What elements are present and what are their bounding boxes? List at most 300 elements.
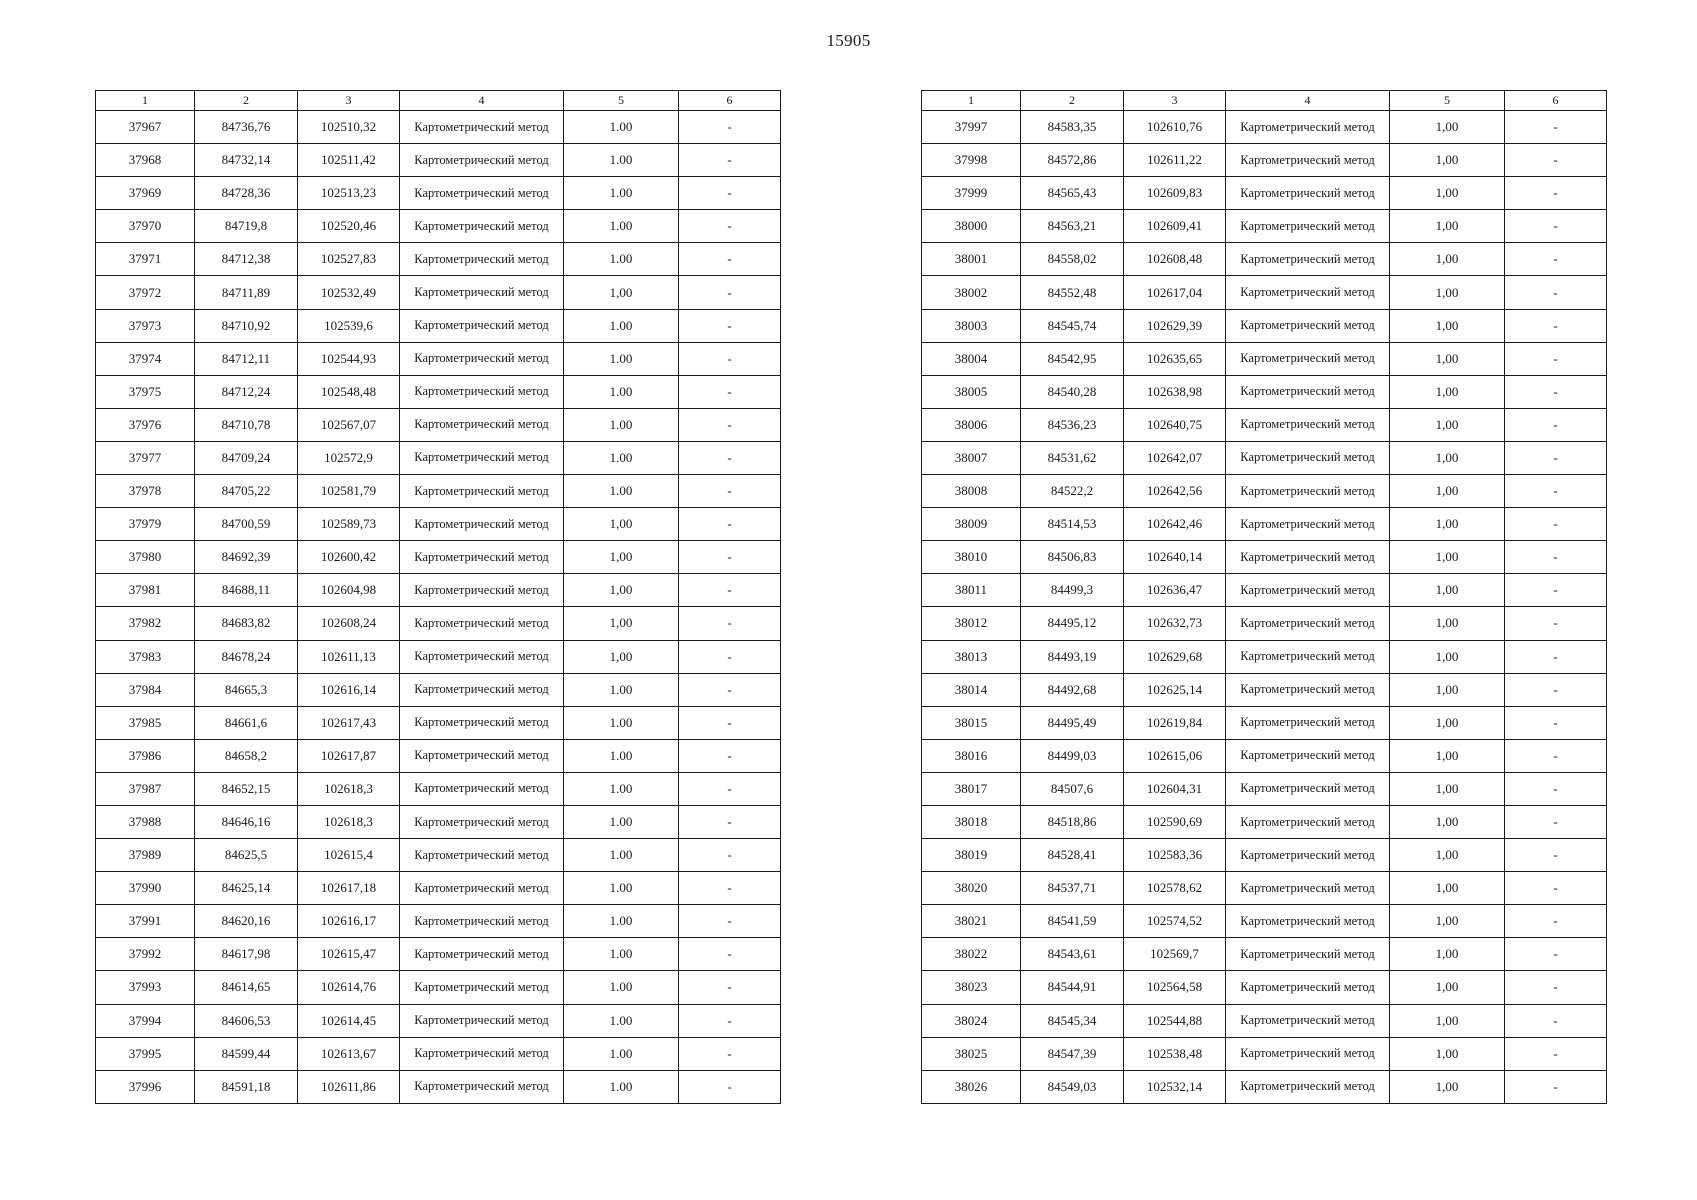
y-coordinate-cell: 102615,47 [298, 938, 400, 971]
point-number-cell: 38022 [922, 938, 1021, 971]
table-row [96, 839, 781, 872]
point-number-cell: 37976 [96, 408, 195, 441]
accuracy-cell: 1,00 [1390, 772, 1505, 805]
y-coordinate-cell: 102619,84 [1124, 706, 1226, 739]
description-cell: - [1505, 144, 1607, 177]
method-cell: Картометрический метод [1226, 177, 1390, 210]
method-cell: Картометрический метод [400, 772, 564, 805]
table-row [96, 475, 781, 508]
description-cell: - [679, 640, 781, 673]
point-number-cell: 38021 [922, 905, 1021, 938]
point-number-cell: 38000 [922, 210, 1021, 243]
table-header-row [922, 91, 1607, 111]
x-coordinate-cell: 84565,43 [1021, 177, 1124, 210]
table-row [922, 607, 1607, 640]
column-header: 4 [1226, 91, 1390, 111]
table-row [922, 408, 1607, 441]
accuracy-cell: 1,00 [1390, 574, 1505, 607]
point-number-cell: 38015 [922, 706, 1021, 739]
y-coordinate-cell: 102614,76 [298, 971, 400, 1004]
accuracy-cell: 1.00 [564, 408, 679, 441]
x-coordinate-cell: 84514,53 [1021, 508, 1124, 541]
x-coordinate-cell: 84692,39 [195, 541, 298, 574]
y-coordinate-cell: 102615,06 [1124, 739, 1226, 772]
x-coordinate-cell: 84522,2 [1021, 475, 1124, 508]
y-coordinate-cell: 102616,17 [298, 905, 400, 938]
accuracy-cell: 1,00 [564, 508, 679, 541]
accuracy-cell: 1,00 [1390, 210, 1505, 243]
table-row [922, 1004, 1607, 1037]
method-cell: Картометрический метод [400, 177, 564, 210]
method-cell: Картометрический метод [400, 111, 564, 144]
x-coordinate-cell: 84617,98 [195, 938, 298, 971]
y-coordinate-cell: 102635,65 [1124, 342, 1226, 375]
x-coordinate-cell: 84688,11 [195, 574, 298, 607]
point-number-cell: 38009 [922, 508, 1021, 541]
x-coordinate-cell: 84614,65 [195, 971, 298, 1004]
description-cell: - [679, 839, 781, 872]
method-cell: Картометрический метод [400, 938, 564, 971]
method-cell: Картометрический метод [400, 475, 564, 508]
table-row [96, 111, 781, 144]
y-coordinate-cell: 102629,39 [1124, 309, 1226, 342]
column-header: 2 [1021, 91, 1124, 111]
table-row [96, 772, 781, 805]
y-coordinate-cell: 102608,48 [1124, 243, 1226, 276]
y-coordinate-cell: 102618,3 [298, 805, 400, 838]
y-coordinate-cell: 102544,93 [298, 342, 400, 375]
accuracy-cell: 1.00 [564, 144, 679, 177]
point-number-cell: 37984 [96, 673, 195, 706]
point-number-cell: 37973 [96, 309, 195, 342]
method-cell: Картометрический метод [400, 971, 564, 1004]
description-cell: - [679, 243, 781, 276]
x-coordinate-cell: 84518,86 [1021, 805, 1124, 838]
point-number-cell: 38023 [922, 971, 1021, 1004]
x-coordinate-cell: 84572,86 [1021, 144, 1124, 177]
description-cell: - [679, 144, 781, 177]
method-cell: Картометрический метод [400, 508, 564, 541]
x-coordinate-cell: 84541,59 [1021, 905, 1124, 938]
x-coordinate-cell: 84543,61 [1021, 938, 1124, 971]
column-header: 5 [1390, 91, 1505, 111]
y-coordinate-cell: 102608,24 [298, 607, 400, 640]
accuracy-cell: 1.00 [564, 177, 679, 210]
point-number-cell: 37988 [96, 805, 195, 838]
method-cell: Картометрический метод [1226, 508, 1390, 541]
column-header: 5 [564, 91, 679, 111]
accuracy-cell: 1.00 [564, 1004, 679, 1037]
table-row [96, 508, 781, 541]
y-coordinate-cell: 102590,69 [1124, 805, 1226, 838]
point-number-cell: 38010 [922, 541, 1021, 574]
accuracy-cell: 1,00 [564, 541, 679, 574]
point-number-cell: 38018 [922, 805, 1021, 838]
accuracy-cell: 1.00 [564, 441, 679, 474]
method-cell: Картометрический метод [1226, 375, 1390, 408]
x-coordinate-cell: 84558,02 [1021, 243, 1124, 276]
accuracy-cell: 1,00 [1390, 739, 1505, 772]
x-coordinate-cell: 84712,11 [195, 342, 298, 375]
coordinates-table-left [95, 90, 781, 1104]
table-row [922, 111, 1607, 144]
y-coordinate-cell: 102581,79 [298, 475, 400, 508]
table-row [922, 574, 1607, 607]
accuracy-cell: 1.00 [564, 243, 679, 276]
method-cell: Картометрический метод [1226, 408, 1390, 441]
point-number-cell: 38011 [922, 574, 1021, 607]
y-coordinate-cell: 102611,86 [298, 1070, 400, 1103]
table-row [922, 177, 1607, 210]
table-row [922, 475, 1607, 508]
table-row [96, 607, 781, 640]
y-coordinate-cell: 102632,73 [1124, 607, 1226, 640]
x-coordinate-cell: 84710,92 [195, 309, 298, 342]
table-row [922, 1037, 1607, 1070]
table-row [96, 905, 781, 938]
table-row [922, 210, 1607, 243]
method-cell: Картометрический метод [400, 673, 564, 706]
y-coordinate-cell: 102617,43 [298, 706, 400, 739]
point-number-cell: 38001 [922, 243, 1021, 276]
accuracy-cell: 1,00 [1390, 342, 1505, 375]
y-coordinate-cell: 102532,49 [298, 276, 400, 309]
description-cell: - [679, 673, 781, 706]
y-coordinate-cell: 102642,56 [1124, 475, 1226, 508]
description-cell: - [679, 508, 781, 541]
point-number-cell: 38019 [922, 839, 1021, 872]
method-cell: Картометрический метод [400, 905, 564, 938]
x-coordinate-cell: 84709,24 [195, 441, 298, 474]
method-cell: Картометрический метод [400, 839, 564, 872]
method-cell: Картометрический метод [1226, 1004, 1390, 1037]
y-coordinate-cell: 102615,4 [298, 839, 400, 872]
description-cell: - [679, 607, 781, 640]
accuracy-cell: 1.00 [564, 805, 679, 838]
accuracy-cell: 1.00 [564, 309, 679, 342]
accuracy-cell: 1,00 [1390, 475, 1505, 508]
description-cell: - [1505, 475, 1607, 508]
y-coordinate-cell: 102513,23 [298, 177, 400, 210]
x-coordinate-cell: 84646,16 [195, 805, 298, 838]
accuracy-cell: 1,00 [1390, 673, 1505, 706]
description-cell: - [679, 1070, 781, 1103]
accuracy-cell: 1,00 [1390, 375, 1505, 408]
description-cell: - [1505, 1070, 1607, 1103]
point-number-cell: 38020 [922, 872, 1021, 905]
accuracy-cell: 1,00 [1390, 607, 1505, 640]
point-number-cell: 37997 [922, 111, 1021, 144]
table-row [922, 640, 1607, 673]
description-cell: - [679, 475, 781, 508]
description-cell: - [679, 441, 781, 474]
table-row [922, 441, 1607, 474]
point-number-cell: 37987 [96, 772, 195, 805]
point-number-cell: 38003 [922, 309, 1021, 342]
x-coordinate-cell: 84542,95 [1021, 342, 1124, 375]
accuracy-cell: 1.00 [564, 938, 679, 971]
table-row [96, 1037, 781, 1070]
accuracy-cell: 1.00 [564, 475, 679, 508]
y-coordinate-cell: 102617,04 [1124, 276, 1226, 309]
column-header: 3 [1124, 91, 1226, 111]
description-cell: - [679, 706, 781, 739]
point-number-cell: 37999 [922, 177, 1021, 210]
coordinates-table-right [921, 90, 1607, 1104]
accuracy-cell: 1.00 [564, 342, 679, 375]
x-coordinate-cell: 84625,5 [195, 839, 298, 872]
x-coordinate-cell: 84531,62 [1021, 441, 1124, 474]
method-cell: Картометрический метод [1226, 144, 1390, 177]
point-number-cell: 38004 [922, 342, 1021, 375]
accuracy-cell: 1,00 [1390, 508, 1505, 541]
x-coordinate-cell: 84499,03 [1021, 739, 1124, 772]
accuracy-cell: 1,00 [1390, 938, 1505, 971]
method-cell: Картометрический метод [1226, 243, 1390, 276]
table-row [922, 971, 1607, 1004]
description-cell: - [679, 1037, 781, 1070]
table-row [922, 375, 1607, 408]
point-number-cell: 38016 [922, 739, 1021, 772]
method-cell: Картометрический метод [400, 276, 564, 309]
table-row [922, 739, 1607, 772]
table-row [96, 574, 781, 607]
point-number-cell: 38008 [922, 475, 1021, 508]
table-row [96, 1070, 781, 1103]
y-coordinate-cell: 102609,41 [1124, 210, 1226, 243]
y-coordinate-cell: 102614,45 [298, 1004, 400, 1037]
description-cell: - [1505, 772, 1607, 805]
column-header: 3 [298, 91, 400, 111]
point-number-cell: 37994 [96, 1004, 195, 1037]
x-coordinate-cell: 84591,18 [195, 1070, 298, 1103]
accuracy-cell: 1,00 [1390, 309, 1505, 342]
point-number-cell: 37978 [96, 475, 195, 508]
description-cell: - [1505, 441, 1607, 474]
method-cell: Картометрический метод [400, 872, 564, 905]
x-coordinate-cell: 84507,6 [1021, 772, 1124, 805]
description-cell: - [679, 971, 781, 1004]
method-cell: Картометрический метод [1226, 342, 1390, 375]
table-row [96, 938, 781, 971]
table-row [96, 144, 781, 177]
table-row [96, 541, 781, 574]
accuracy-cell: 1.00 [564, 971, 679, 1004]
y-coordinate-cell: 102564,58 [1124, 971, 1226, 1004]
y-coordinate-cell: 102642,46 [1124, 508, 1226, 541]
method-cell: Картометрический метод [400, 375, 564, 408]
y-coordinate-cell: 102618,3 [298, 772, 400, 805]
column-header: 6 [1505, 91, 1607, 111]
point-number-cell: 37979 [96, 508, 195, 541]
point-number-cell: 38025 [922, 1037, 1021, 1070]
description-cell: - [1505, 177, 1607, 210]
method-cell: Картометрический метод [1226, 673, 1390, 706]
point-number-cell: 38026 [922, 1070, 1021, 1103]
method-cell: Картометрический метод [400, 144, 564, 177]
table-row [922, 905, 1607, 938]
y-coordinate-cell: 102617,87 [298, 739, 400, 772]
method-cell: Картометрический метод [1226, 111, 1390, 144]
method-cell: Картометрический метод [1226, 574, 1390, 607]
table-row [96, 805, 781, 838]
y-coordinate-cell: 102617,18 [298, 872, 400, 905]
description-cell: - [1505, 607, 1607, 640]
table-row [922, 772, 1607, 805]
accuracy-cell: 1,00 [564, 640, 679, 673]
description-cell: - [679, 739, 781, 772]
x-coordinate-cell: 84625,14 [195, 872, 298, 905]
y-coordinate-cell: 102527,83 [298, 243, 400, 276]
method-cell: Картометрический метод [400, 805, 564, 838]
x-coordinate-cell: 84700,59 [195, 508, 298, 541]
point-number-cell: 37983 [96, 640, 195, 673]
description-cell: - [679, 408, 781, 441]
table-row [922, 144, 1607, 177]
point-number-cell: 37968 [96, 144, 195, 177]
accuracy-cell: 1,00 [1390, 1004, 1505, 1037]
x-coordinate-cell: 84711,89 [195, 276, 298, 309]
table-row [922, 839, 1607, 872]
method-cell: Картометрический метод [1226, 938, 1390, 971]
point-number-cell: 37975 [96, 375, 195, 408]
table-row [922, 673, 1607, 706]
y-coordinate-cell: 102544,88 [1124, 1004, 1226, 1037]
point-number-cell: 37990 [96, 872, 195, 905]
description-cell: - [679, 872, 781, 905]
accuracy-cell: 1.00 [564, 1070, 679, 1103]
point-number-cell: 37982 [96, 607, 195, 640]
point-number-cell: 38017 [922, 772, 1021, 805]
y-coordinate-cell: 102574,52 [1124, 905, 1226, 938]
description-cell: - [1505, 1037, 1607, 1070]
y-coordinate-cell: 102532,14 [1124, 1070, 1226, 1103]
y-coordinate-cell: 102636,47 [1124, 574, 1226, 607]
x-coordinate-cell: 84658,2 [195, 739, 298, 772]
y-coordinate-cell: 102625,14 [1124, 673, 1226, 706]
accuracy-cell: 1.00 [564, 905, 679, 938]
y-coordinate-cell: 102567,07 [298, 408, 400, 441]
x-coordinate-cell: 84552,48 [1021, 276, 1124, 309]
column-header: 2 [195, 91, 298, 111]
description-cell: - [679, 342, 781, 375]
point-number-cell: 38012 [922, 607, 1021, 640]
description-cell: - [679, 938, 781, 971]
point-number-cell: 37971 [96, 243, 195, 276]
method-cell: Картометрический метод [400, 574, 564, 607]
x-coordinate-cell: 84499,3 [1021, 574, 1124, 607]
description-cell: - [1505, 210, 1607, 243]
x-coordinate-cell: 84712,24 [195, 375, 298, 408]
x-coordinate-cell: 84549,03 [1021, 1070, 1124, 1103]
x-coordinate-cell: 84665,3 [195, 673, 298, 706]
table-row [96, 971, 781, 1004]
y-coordinate-cell: 102604,98 [298, 574, 400, 607]
accuracy-cell: 1,00 [564, 607, 679, 640]
description-cell: - [679, 905, 781, 938]
table-row [96, 1004, 781, 1037]
accuracy-cell: 1.00 [564, 210, 679, 243]
method-cell: Картометрический метод [1226, 805, 1390, 838]
accuracy-cell: 1.00 [564, 772, 679, 805]
point-number-cell: 38014 [922, 673, 1021, 706]
point-number-cell: 38006 [922, 408, 1021, 441]
x-coordinate-cell: 84661,6 [195, 706, 298, 739]
y-coordinate-cell: 102616,14 [298, 673, 400, 706]
description-cell: - [1505, 1004, 1607, 1037]
description-cell: - [1505, 971, 1607, 1004]
point-number-cell: 37992 [96, 938, 195, 971]
table-row [922, 938, 1607, 971]
point-number-cell: 38024 [922, 1004, 1021, 1037]
table-row [922, 309, 1607, 342]
y-coordinate-cell: 102600,42 [298, 541, 400, 574]
accuracy-cell: 1,00 [1390, 177, 1505, 210]
y-coordinate-cell: 102613,67 [298, 1037, 400, 1070]
description-cell: - [679, 574, 781, 607]
x-coordinate-cell: 84493,19 [1021, 640, 1124, 673]
y-coordinate-cell: 102611,13 [298, 640, 400, 673]
description-cell: - [1505, 375, 1607, 408]
x-coordinate-cell: 84545,74 [1021, 309, 1124, 342]
method-cell: Картометрический метод [1226, 739, 1390, 772]
x-coordinate-cell: 84652,15 [195, 772, 298, 805]
table-row [96, 243, 781, 276]
accuracy-cell: 1.00 [564, 673, 679, 706]
y-coordinate-cell: 102569,7 [1124, 938, 1226, 971]
description-cell: - [1505, 673, 1607, 706]
point-number-cell: 37969 [96, 177, 195, 210]
description-cell: - [1505, 541, 1607, 574]
y-coordinate-cell: 102640,14 [1124, 541, 1226, 574]
accuracy-cell: 1,00 [1390, 1037, 1505, 1070]
y-coordinate-cell: 102589,73 [298, 508, 400, 541]
point-number-cell: 37977 [96, 441, 195, 474]
method-cell: Картометрический метод [400, 739, 564, 772]
point-number-cell: 37970 [96, 210, 195, 243]
accuracy-cell: 1,00 [1390, 144, 1505, 177]
table-row [96, 408, 781, 441]
accuracy-cell: 1,00 [564, 574, 679, 607]
y-coordinate-cell: 102578,62 [1124, 872, 1226, 905]
table-row [96, 706, 781, 739]
x-coordinate-cell: 84506,83 [1021, 541, 1124, 574]
point-number-cell: 38002 [922, 276, 1021, 309]
accuracy-cell: 1.00 [564, 111, 679, 144]
table-row [96, 640, 781, 673]
method-cell: Картометрический метод [1226, 706, 1390, 739]
x-coordinate-cell: 84606,53 [195, 1004, 298, 1037]
y-coordinate-cell: 102642,07 [1124, 441, 1226, 474]
description-cell: - [679, 111, 781, 144]
table-row [922, 541, 1607, 574]
description-cell: - [679, 772, 781, 805]
table-row [922, 805, 1607, 838]
x-coordinate-cell: 84537,71 [1021, 872, 1124, 905]
description-cell: - [1505, 309, 1607, 342]
accuracy-cell: 1,00 [1390, 111, 1505, 144]
description-cell: - [1505, 839, 1607, 872]
method-cell: Картометрический метод [400, 408, 564, 441]
table-row [922, 1070, 1607, 1103]
point-number-cell: 37998 [922, 144, 1021, 177]
table-row [922, 872, 1607, 905]
x-coordinate-cell: 84620,16 [195, 905, 298, 938]
method-cell: Картометрический метод [1226, 905, 1390, 938]
y-coordinate-cell: 102572,9 [298, 441, 400, 474]
accuracy-cell: 1,00 [1390, 905, 1505, 938]
y-coordinate-cell: 102548,48 [298, 375, 400, 408]
